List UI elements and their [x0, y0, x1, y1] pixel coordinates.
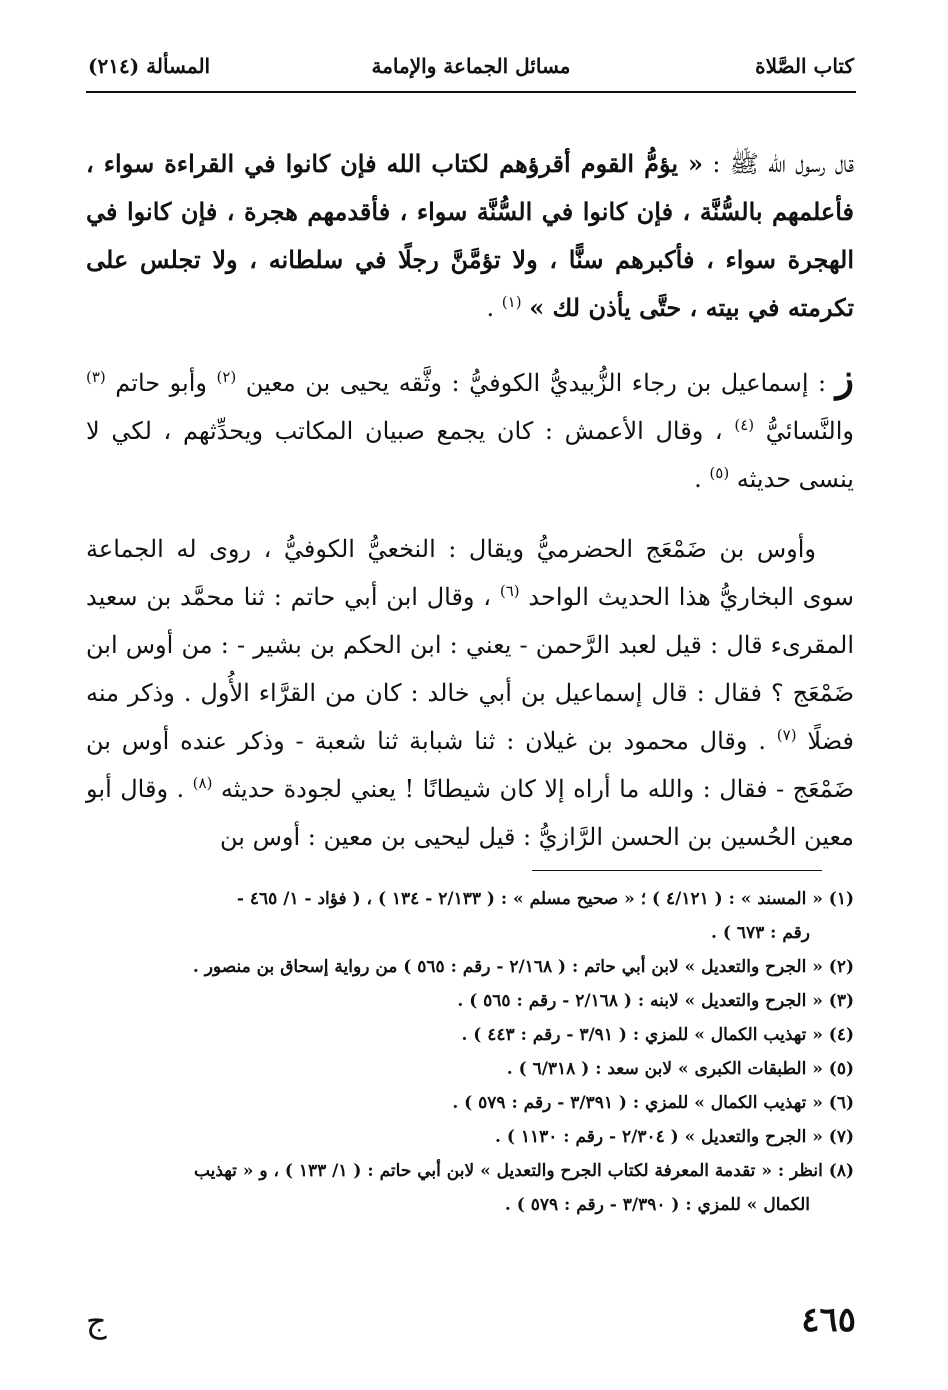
footnote-ref-5[interactable]: (٥)	[709, 464, 730, 482]
footnote-ref-1[interactable]: (١)	[501, 293, 522, 311]
hadith-intro: قال رسول الله ﷺ :	[703, 150, 854, 178]
footnote-ref-6[interactable]: (٦)	[499, 582, 520, 600]
footnote-ref-7[interactable]: (٧)	[776, 726, 797, 744]
running-header	[88, 48, 854, 92]
footnote-text: « تهذيب الكمال » للمزي : ( ٣/٩١ - رقم : ٤٤٣ ) .	[461, 1025, 823, 1045]
footnote-ref-3[interactable]: (٣)	[86, 368, 106, 386]
footnote-4	[86, 1018, 854, 1052]
footnote-number: (٦)	[828, 1093, 854, 1113]
page-number: ٤٦٥	[801, 1300, 856, 1340]
zawaid-marker: ز	[835, 355, 854, 400]
footnote-number: (٧)	[828, 1127, 854, 1147]
footnote-number: (٣)	[828, 991, 854, 1011]
footnote-text: « المسند » : ( ٤/١٢١ ) ؛ « صحيح مسلم » : ( ٢/١٣٣ - ١٣٤ ) ، ( فؤاد - ١/ ٤٦٥ -	[236, 889, 823, 909]
footnote-text: انظر : « تقدمة المعرفة لكتاب الجرح والتعديل » لابن أبي حاتم : ( ١/ ١٣٣ ) ، و « تهذيب	[193, 1161, 823, 1181]
paragraph-hadith	[86, 140, 854, 332]
footnote-text: « الطبقات الكبرى » لابن سعد : ( ٦/٣١٨ ) .	[506, 1059, 823, 1079]
footnote-2	[86, 950, 854, 984]
footnote-number: (١)	[828, 889, 854, 909]
hadith-text: « يؤمُّ القوم أقرؤهم لكتاب الله فإن كانوا في القراءة سواء ، فأعلمهم بالسُّنَّة ، فإن كانوا في السُّنَّة سواء ، فأقدمهم هجرة ، فإن كانوا في الهجرة سواء ، فأكبرهم سنًّا ، ولا تؤمَّنَّ رجلًا في سلطانه ، ولا تجلس على تكرمته في بيته ، حتَّى يأذن لك »	[86, 149, 854, 322]
paragraph-narrator-aws	[86, 525, 854, 861]
footnote-1	[86, 882, 854, 950]
footnote-text: « تهذيب الكمال » للمزي : ( ٣/٣٩١ - رقم : ٥٧٩ ) .	[452, 1093, 823, 1113]
footnote-ref-4[interactable]: (٤)	[734, 416, 755, 434]
footnote-continuation: رقم : ٦٧٣ ) .	[711, 923, 810, 943]
footnote-number: (٤)	[828, 1025, 854, 1045]
footnote-5	[86, 1052, 854, 1086]
footnote-rule	[532, 870, 822, 871]
footnote-ref-8[interactable]: (٨)	[192, 774, 213, 792]
hadith-end: .	[486, 294, 502, 322]
paragraph-narrator-ismail	[86, 354, 854, 503]
p3-seg4: . وقال أبو معين الحُسين بن الحسن الرَّازيُّ : قيل ليحيى بن معين : أوس بن	[86, 775, 854, 851]
footnote-3	[86, 984, 854, 1018]
footnote-number: (٢)	[828, 957, 854, 977]
footnote-text: « الجرح والتعديل » ( ٢/٣٠٤ - رقم : ١١٣٠ ) .	[495, 1127, 823, 1147]
footnotes	[86, 882, 854, 1222]
issue-number: المسألة (٢١٤)	[88, 54, 211, 78]
chapter-title: مسائل الجماعة والإمامة	[371, 54, 571, 78]
footnote-text: « الجرح والتعديل » لابن أبي حاتم : ( ٢/١٦٨ - رقم : ٥٦٥ ) من رواية إسحاق بن منصور .	[192, 957, 823, 977]
footnote-text: « الجرح والتعديل » لابنه : ( ٢/١٦٨ - رقم : ٥٦٥ ) .	[457, 991, 823, 1011]
p2-seg2: وأبو حاتم	[105, 369, 217, 397]
footnote-8	[86, 1154, 854, 1222]
p3-seg2: ، وقال ابن أبي حاتم : ثنا محمَّد بن سعيد المقرىء قال : قيل لعبد الرَّحمن - يعني : ابن الحكم بن بشير - : من أوس ابن ضَمْعَج ؟ فقال : قال إسماعيل بن أبي خالد : كان من القرَّاء الأُول . وذكر منه فضلًا	[86, 583, 854, 755]
footnote-number: (٥)	[828, 1059, 854, 1079]
p2-seg1: : إسماعيل بن رجاء الزُّبيديُّ الكوفيُّ : وثَّقه يحيى بن معين	[236, 369, 836, 397]
p3-seg1: وأوس بن ضَمْعَج الحضرميُّ ويقال : النخعيُّ الكوفيُّ ، روى له الجماعة سوى البخاريُّ هذا الحديث الواحد	[86, 535, 855, 611]
footnote-ref-2[interactable]: (٢)	[216, 368, 237, 386]
main-text	[86, 140, 854, 861]
p2-seg3: والنَّسائيُّ	[754, 417, 854, 445]
footnote-6	[86, 1086, 854, 1120]
header-rule	[86, 91, 856, 93]
p3-seg3: . وقال محمود بن غيلان : ثنا شبابة ثنا شعبة - وذكر عنده أوس بن ضَمْعَج - فقال : والله ما أراه إلا كان شيطانًا ! يعني لجودة حديثه	[86, 727, 854, 803]
footnote-7	[86, 1120, 854, 1154]
book-title: كتاب الصَّلاة	[755, 54, 854, 78]
footnote-continuation: الكمال » للمزي : ( ٣/٣٩٠ - رقم : ٥٧٩ ) .	[504, 1195, 810, 1215]
p2-seg4: ، وقال الأعمش : كان يجمع صبيان المكاتب ويحدِّثهم ، لكي لا ينسى حديثه	[86, 417, 854, 493]
signature-mark: ج	[86, 1302, 107, 1340]
p2-seg5: .	[694, 465, 710, 493]
footnote-number: (٨)	[828, 1161, 854, 1181]
